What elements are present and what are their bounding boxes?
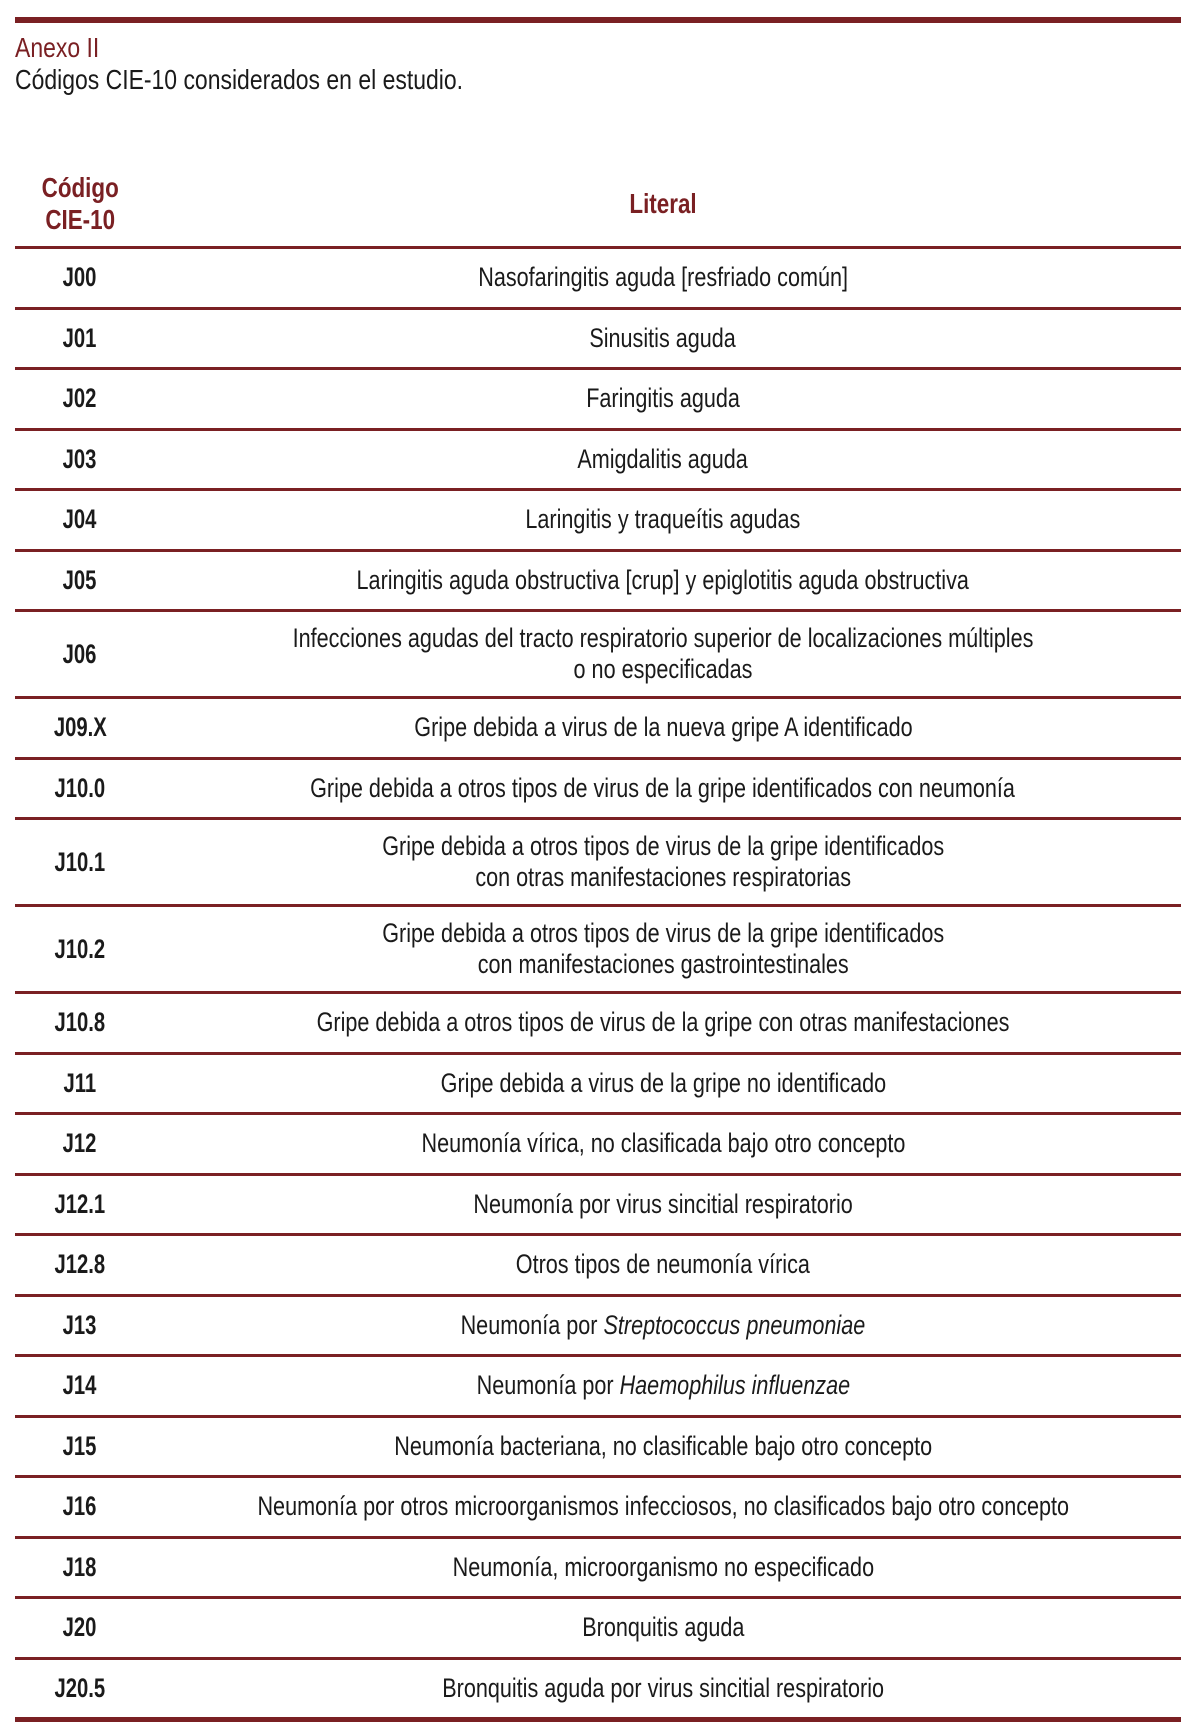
code-cell	[15, 1477, 145, 1538]
literal-cell	[145, 1235, 1181, 1296]
code-text: J14	[63, 1370, 97, 1401]
literal-cell	[145, 369, 1181, 430]
table-row	[15, 369, 1181, 430]
literal-cell	[145, 906, 1181, 993]
table-row	[15, 1356, 1181, 1417]
literal-text: Gripe debida a otros tipos de virus de la gripe identificados	[382, 918, 944, 948]
literal-cell	[145, 1356, 1181, 1417]
literal-cell	[145, 1295, 1181, 1356]
code-text: J16	[63, 1491, 97, 1522]
code-cell	[15, 611, 145, 698]
literal-text: Bronquitis aguda	[581, 1612, 745, 1643]
literal-text: Neumonía, microorganismo no especificado	[452, 1551, 874, 1582]
table-row	[15, 1235, 1181, 1296]
table-row	[15, 490, 1181, 551]
literal-text: Neumonía por	[476, 1370, 620, 1401]
code-text: J05	[63, 564, 97, 595]
top-rule	[15, 17, 1181, 23]
code-cell	[15, 1295, 145, 1356]
code-text: J09.X	[53, 712, 107, 743]
code-text: J15	[63, 1430, 97, 1461]
table-row	[15, 248, 1181, 309]
literal-text: Gripe debida a virus de la gripe no identificado	[440, 1067, 886, 1098]
code-text: J20	[63, 1612, 97, 1643]
literal-cell	[145, 1477, 1181, 1538]
literal-text: Laringitis y traqueítis agudas	[525, 504, 801, 535]
literal-cell	[145, 1658, 1181, 1720]
literal-text: Neumonía vírica, no clasificada bajo otro concepto	[421, 1128, 905, 1159]
code-cell	[15, 248, 145, 309]
literal-cell	[145, 1416, 1181, 1477]
annex-label: Anexo II	[15, 32, 100, 63]
table-row	[15, 993, 1181, 1054]
code-text: J10.2	[54, 933, 106, 964]
code-cell	[15, 308, 145, 369]
page-title: Códigos CIE-10 considerados en el estudio.	[15, 64, 463, 95]
code-text: J13	[63, 1309, 97, 1340]
code-text: J01	[63, 322, 97, 353]
literal-cell	[145, 490, 1181, 551]
code-cell	[15, 1416, 145, 1477]
organism-name: Streptococcus pneumoniae	[603, 1309, 866, 1340]
literal-cell	[145, 1053, 1181, 1114]
code-cell	[15, 1114, 145, 1175]
literal-cell	[145, 308, 1181, 369]
literal-text: Laringitis aguda obstructiva [crup] y epiglotitis aguda obstructiva	[356, 564, 970, 595]
code-cell	[15, 1174, 145, 1235]
literal-cell	[145, 248, 1181, 309]
literal-text: Neumonía por virus sincitial respiratorio	[473, 1188, 853, 1219]
literal-cell	[145, 1114, 1181, 1175]
code-cell	[15, 1658, 145, 1720]
table-row	[15, 758, 1181, 819]
literal-text: Gripe debida a otros tipos de virus de la gripe con otras manifestaciones	[316, 1007, 1010, 1038]
table-row	[15, 611, 1181, 698]
literal-cell	[145, 819, 1181, 906]
literal-text: Gripe debida a otros tipos de virus de la gripe identificados	[382, 831, 944, 861]
code-text: J04	[63, 504, 97, 535]
table-row	[15, 429, 1181, 490]
literal-cell	[145, 429, 1181, 490]
table-header-row	[15, 162, 1181, 248]
literal-cell	[145, 1537, 1181, 1598]
literal-text: con manifestaciones gastrointestinales	[477, 949, 849, 979]
code-text: J03	[63, 443, 97, 474]
code-cell	[15, 490, 145, 551]
code-text: J10.1	[54, 846, 106, 877]
code-cell	[15, 1598, 145, 1659]
code-text: J10.0	[54, 772, 106, 803]
code-cell	[15, 550, 145, 611]
literal-text: Nasofaringitis aguda [resfriado común]	[478, 262, 848, 293]
column-header-literal: Literal	[145, 162, 1181, 248]
table-body	[15, 248, 1181, 1720]
code-cell	[15, 1053, 145, 1114]
code-cell	[15, 993, 145, 1054]
code-text: J12	[63, 1128, 97, 1159]
code-text: J10.8	[54, 1007, 106, 1038]
literal-cell	[145, 611, 1181, 698]
code-text: J11	[63, 1067, 97, 1098]
icd10-codes-table	[15, 162, 1181, 1722]
code-cell	[15, 1356, 145, 1417]
table-row	[15, 1477, 1181, 1538]
code-text: J18	[63, 1551, 97, 1582]
code-text: J02	[63, 383, 97, 414]
literal-text: Otros tipos de neumonía vírica	[515, 1249, 811, 1280]
literal-cell	[145, 993, 1181, 1054]
literal-cell	[145, 698, 1181, 759]
literal-text: Neumonía por otros microorganismos infecciosos, no clasificados bajo otro concepto	[257, 1491, 1069, 1522]
literal-text: Faringitis aguda	[586, 383, 740, 414]
code-cell	[15, 1537, 145, 1598]
literal-text: o no especificadas	[573, 654, 753, 684]
table-row	[15, 1053, 1181, 1114]
code-cell	[15, 698, 145, 759]
table-row	[15, 698, 1181, 759]
literal-text: Amigdalitis aguda	[577, 443, 749, 474]
table-row	[15, 906, 1181, 993]
code-cell	[15, 1235, 145, 1296]
literal-text: Neumonía por	[460, 1309, 604, 1340]
code-text: J00	[63, 262, 97, 293]
code-cell	[15, 906, 145, 993]
table-row	[15, 819, 1181, 906]
literal-cell	[145, 550, 1181, 611]
table-row	[15, 1174, 1181, 1235]
code-text: J12.8	[54, 1249, 106, 1280]
table-row	[15, 1658, 1181, 1720]
literal-cell	[145, 1174, 1181, 1235]
literal-text: con otras manifestaciones respiratorias	[475, 862, 851, 892]
table-row	[15, 1295, 1181, 1356]
literal-text: Gripe debida a otros tipos de virus de la gripe identificados con neumonía	[310, 772, 1016, 803]
table-row	[15, 308, 1181, 369]
table-row	[15, 1416, 1181, 1477]
code-text: J20.5	[54, 1672, 106, 1703]
literal-text: Gripe debida a virus de la nueva gripe A identificado	[413, 712, 913, 743]
code-cell	[15, 819, 145, 906]
literal-text: Infecciones agudas del tracto respiratorio superior de localizaciones múltiples	[292, 623, 1034, 653]
literal-text: Bronquitis aguda por virus sincitial respiratorio	[442, 1672, 884, 1703]
table-row	[15, 1598, 1181, 1659]
code-text: J06	[63, 638, 97, 669]
literal-text: Neumonía bacteriana, no clasificable bajo otro concepto	[394, 1430, 932, 1461]
table-row	[15, 1537, 1181, 1598]
code-cell	[15, 429, 145, 490]
literal-text: Sinusitis aguda	[589, 322, 737, 353]
column-header-code: Código CIE-10	[15, 162, 145, 248]
literal-cell	[145, 758, 1181, 819]
code-cell	[15, 369, 145, 430]
code-text: J12.1	[54, 1188, 106, 1219]
literal-cell	[145, 1598, 1181, 1659]
table-row	[15, 550, 1181, 611]
table-row	[15, 1114, 1181, 1175]
code-cell	[15, 758, 145, 819]
organism-name: Haemophilus influenzae	[619, 1370, 850, 1401]
